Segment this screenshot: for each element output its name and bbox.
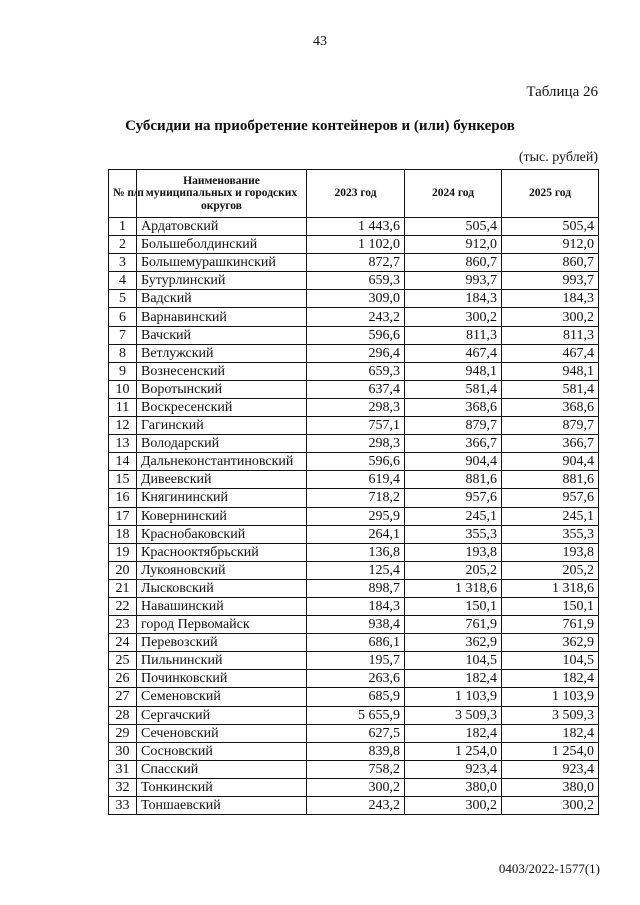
row-number-cell: 21 [109,579,137,597]
table-row [109,778,599,796]
value-2023-cell: 596,6 [307,326,405,344]
document-code: 0403/2022-1577(1) [498,861,600,876]
table-row [109,597,599,615]
value-2023-cell: 938,4 [307,616,405,634]
value-2023-cell: 295,9 [307,507,405,525]
table-row [109,724,599,742]
row-number-cell: 27 [109,688,137,706]
district-name-cell: Лукояновский [137,561,307,579]
table-header-row [109,170,599,218]
table-row [109,362,599,380]
row-number-cell: 25 [109,652,137,670]
value-2025-cell: 1 254,0 [502,742,599,760]
value-2023-cell: 839,8 [307,742,405,760]
row-number-cell: 12 [109,417,137,435]
district-name-cell: Тонкинский [137,778,307,796]
table-row [109,308,599,326]
value-2025-cell: 362,9 [502,634,599,652]
value-2024-cell: 184,3 [405,290,502,308]
row-number-cell: 3 [109,254,137,272]
district-name-cell: Навашинский [137,597,307,615]
value-2024-cell: 881,6 [405,471,502,489]
value-2025-cell: 182,4 [502,670,599,688]
row-number-cell: 2 [109,236,137,254]
value-2023-cell: 298,3 [307,435,405,453]
table-body [109,218,599,815]
row-number-cell: 6 [109,308,137,326]
table-row [109,652,599,670]
value-2025-cell: 150,1 [502,597,599,615]
district-name-cell: Ветлужский [137,344,307,362]
district-name-cell: Вознесенский [137,362,307,380]
units-label: (тыс. рублей) [518,150,598,165]
value-2024-cell: 1 254,0 [405,742,502,760]
value-2023-cell: 872,7 [307,254,405,272]
value-2025-cell: 205,2 [502,561,599,579]
value-2025-cell: 1 103,9 [502,688,599,706]
value-2025-cell: 993,7 [502,272,599,290]
row-number-cell: 18 [109,525,137,543]
value-2023-cell: 300,2 [307,778,405,796]
value-2025-cell: 104,5 [502,652,599,670]
value-2023-cell: 5 655,9 [307,706,405,724]
value-2024-cell: 380,0 [405,778,502,796]
row-number-cell: 13 [109,435,137,453]
value-2024-cell: 245,1 [405,507,502,525]
value-2024-cell: 205,2 [405,561,502,579]
value-2023-cell: 1 102,0 [307,236,405,254]
value-2024-cell: 362,9 [405,634,502,652]
value-2023-cell: 686,1 [307,634,405,652]
district-name-cell: Воскресенский [137,398,307,416]
column-header-num: № п/п [109,170,137,218]
value-2024-cell: 879,7 [405,417,502,435]
table-row [109,760,599,778]
table-row [109,797,599,815]
value-2024-cell: 355,3 [405,525,502,543]
row-number-cell: 5 [109,290,137,308]
table-row [109,236,599,254]
row-number-cell: 22 [109,597,137,615]
row-number-cell: 4 [109,272,137,290]
value-2023-cell: 243,2 [307,308,405,326]
table-row [109,380,599,398]
value-2025-cell: 3 509,3 [502,706,599,724]
value-2024-cell: 150,1 [405,597,502,615]
table-row [109,688,599,706]
table-row [109,525,599,543]
page-number: 43 [313,34,327,49]
row-number-cell: 26 [109,670,137,688]
table-row [109,579,599,597]
row-number-cell: 17 [109,507,137,525]
value-2025-cell: 505,4 [502,218,599,236]
value-2024-cell: 948,1 [405,362,502,380]
value-2023-cell: 757,1 [307,417,405,435]
value-2023-cell: 685,9 [307,688,405,706]
value-2024-cell: 860,7 [405,254,502,272]
value-2025-cell: 300,2 [502,308,599,326]
table-row [109,543,599,561]
table-row [109,272,599,290]
value-2024-cell: 368,6 [405,398,502,416]
value-2024-cell: 193,8 [405,543,502,561]
district-name-cell: Перевозский [137,634,307,652]
row-number-cell: 8 [109,344,137,362]
row-number-cell: 31 [109,760,137,778]
row-number-cell: 33 [109,797,137,815]
value-2023-cell: 195,7 [307,652,405,670]
value-2024-cell: 912,0 [405,236,502,254]
row-number-cell: 1 [109,218,137,236]
row-number-cell: 20 [109,561,137,579]
district-name-cell: Краснобаковский [137,525,307,543]
column-header-2025: 2025 год [502,170,599,218]
value-2023-cell: 718,2 [307,489,405,507]
row-number-cell: 15 [109,471,137,489]
table-row [109,326,599,344]
row-number-cell: 29 [109,724,137,742]
value-2023-cell: 659,3 [307,272,405,290]
value-2023-cell: 136,8 [307,543,405,561]
value-2025-cell: 300,2 [502,797,599,815]
value-2025-cell: 904,4 [502,453,599,471]
row-number-cell: 30 [109,742,137,760]
value-2024-cell: 993,7 [405,272,502,290]
subsidy-table [108,169,599,815]
table-row [109,218,599,236]
value-2025-cell: 881,6 [502,471,599,489]
table-row [109,706,599,724]
district-name-cell: Володарский [137,435,307,453]
value-2023-cell: 659,3 [307,362,405,380]
district-name-cell: Вадский [137,290,307,308]
table-row [109,453,599,471]
value-2025-cell: 957,6 [502,489,599,507]
district-name-cell: Лысковский [137,579,307,597]
table-row [109,344,599,362]
value-2023-cell: 627,5 [307,724,405,742]
value-2025-cell: 879,7 [502,417,599,435]
district-name-cell: Большеболдинский [137,236,307,254]
value-2024-cell: 761,9 [405,616,502,634]
value-2025-cell: 761,9 [502,616,599,634]
value-2025-cell: 1 318,6 [502,579,599,597]
value-2023-cell: 263,6 [307,670,405,688]
district-name-cell: Дивеевский [137,471,307,489]
table-row [109,670,599,688]
row-number-cell: 16 [109,489,137,507]
row-number-cell: 14 [109,453,137,471]
value-2025-cell: 912,0 [502,236,599,254]
value-2024-cell: 366,7 [405,435,502,453]
value-2024-cell: 182,4 [405,670,502,688]
value-2025-cell: 581,4 [502,380,599,398]
district-name-cell: Тоншаевский [137,797,307,815]
district-name-cell: Пильнинский [137,652,307,670]
district-name-cell: город Первомайск [137,616,307,634]
document-title: Субсидии на приобретение контейнеров и (или) бункеров [125,118,515,134]
value-2024-cell: 505,4 [405,218,502,236]
value-2024-cell: 104,5 [405,652,502,670]
value-2025-cell: 355,3 [502,525,599,543]
district-name-cell: Вачский [137,326,307,344]
value-2025-cell: 368,6 [502,398,599,416]
row-number-cell: 23 [109,616,137,634]
value-2025-cell: 811,3 [502,326,599,344]
district-name-cell: Спасский [137,760,307,778]
table-row [109,417,599,435]
value-2024-cell: 811,3 [405,326,502,344]
value-2025-cell: 467,4 [502,344,599,362]
table-row [109,634,599,652]
value-2023-cell: 309,0 [307,290,405,308]
table-label: Таблица 26 [526,84,598,100]
district-name-cell: Большемурашкинский [137,254,307,272]
table-row [109,290,599,308]
value-2023-cell: 758,2 [307,760,405,778]
value-2024-cell: 467,4 [405,344,502,362]
value-2024-cell: 904,4 [405,453,502,471]
district-name-cell: Княгининский [137,489,307,507]
value-2023-cell: 637,4 [307,380,405,398]
value-2023-cell: 898,7 [307,579,405,597]
column-header-2024: 2024 год [405,170,502,218]
value-2023-cell: 125,4 [307,561,405,579]
value-2025-cell: 948,1 [502,362,599,380]
value-2024-cell: 957,6 [405,489,502,507]
column-header-name: Наименование муниципальных и городских округов [137,170,307,218]
value-2024-cell: 300,2 [405,308,502,326]
value-2024-cell: 3 509,3 [405,706,502,724]
district-name-cell: Варнавинский [137,308,307,326]
value-2025-cell: 923,4 [502,760,599,778]
table-row [109,561,599,579]
column-header-2023: 2023 год [307,170,405,218]
value-2023-cell: 296,4 [307,344,405,362]
value-2023-cell: 243,2 [307,797,405,815]
value-2023-cell: 596,6 [307,453,405,471]
value-2025-cell: 245,1 [502,507,599,525]
table-row [109,616,599,634]
value-2025-cell: 380,0 [502,778,599,796]
table-row [109,254,599,272]
value-2025-cell: 366,7 [502,435,599,453]
row-number-cell: 10 [109,380,137,398]
value-2023-cell: 264,1 [307,525,405,543]
district-name-cell: Сеченовский [137,724,307,742]
value-2025-cell: 860,7 [502,254,599,272]
row-number-cell: 19 [109,543,137,561]
value-2025-cell: 182,4 [502,724,599,742]
table-row [109,507,599,525]
district-name-cell: Бутурлинский [137,272,307,290]
district-name-cell: Гагинский [137,417,307,435]
value-2024-cell: 300,2 [405,797,502,815]
value-2024-cell: 581,4 [405,380,502,398]
district-name-cell: Ковернинский [137,507,307,525]
table-row [109,489,599,507]
row-number-cell: 7 [109,326,137,344]
district-name-cell: Ардатовский [137,218,307,236]
value-2025-cell: 184,3 [502,290,599,308]
value-2023-cell: 184,3 [307,597,405,615]
value-2024-cell: 923,4 [405,760,502,778]
value-2023-cell: 1 443,6 [307,218,405,236]
district-name-cell: Сосновский [137,742,307,760]
district-name-cell: Починковский [137,670,307,688]
table-row [109,471,599,489]
table-row [109,435,599,453]
district-name-cell: Воротынский [137,380,307,398]
value-2024-cell: 1 103,9 [405,688,502,706]
row-number-cell: 24 [109,634,137,652]
row-number-cell: 9 [109,362,137,380]
district-name-cell: Семеновский [137,688,307,706]
district-name-cell: Сергачский [137,706,307,724]
value-2023-cell: 298,3 [307,398,405,416]
district-name-cell: Краснооктябрьский [137,543,307,561]
row-number-cell: 28 [109,706,137,724]
district-name-cell: Дальнеконстантиновский [137,453,307,471]
table-row [109,398,599,416]
table-row [109,742,599,760]
row-number-cell: 32 [109,778,137,796]
value-2023-cell: 619,4 [307,471,405,489]
value-2025-cell: 193,8 [502,543,599,561]
value-2024-cell: 182,4 [405,724,502,742]
value-2024-cell: 1 318,6 [405,579,502,597]
row-number-cell: 11 [109,398,137,416]
